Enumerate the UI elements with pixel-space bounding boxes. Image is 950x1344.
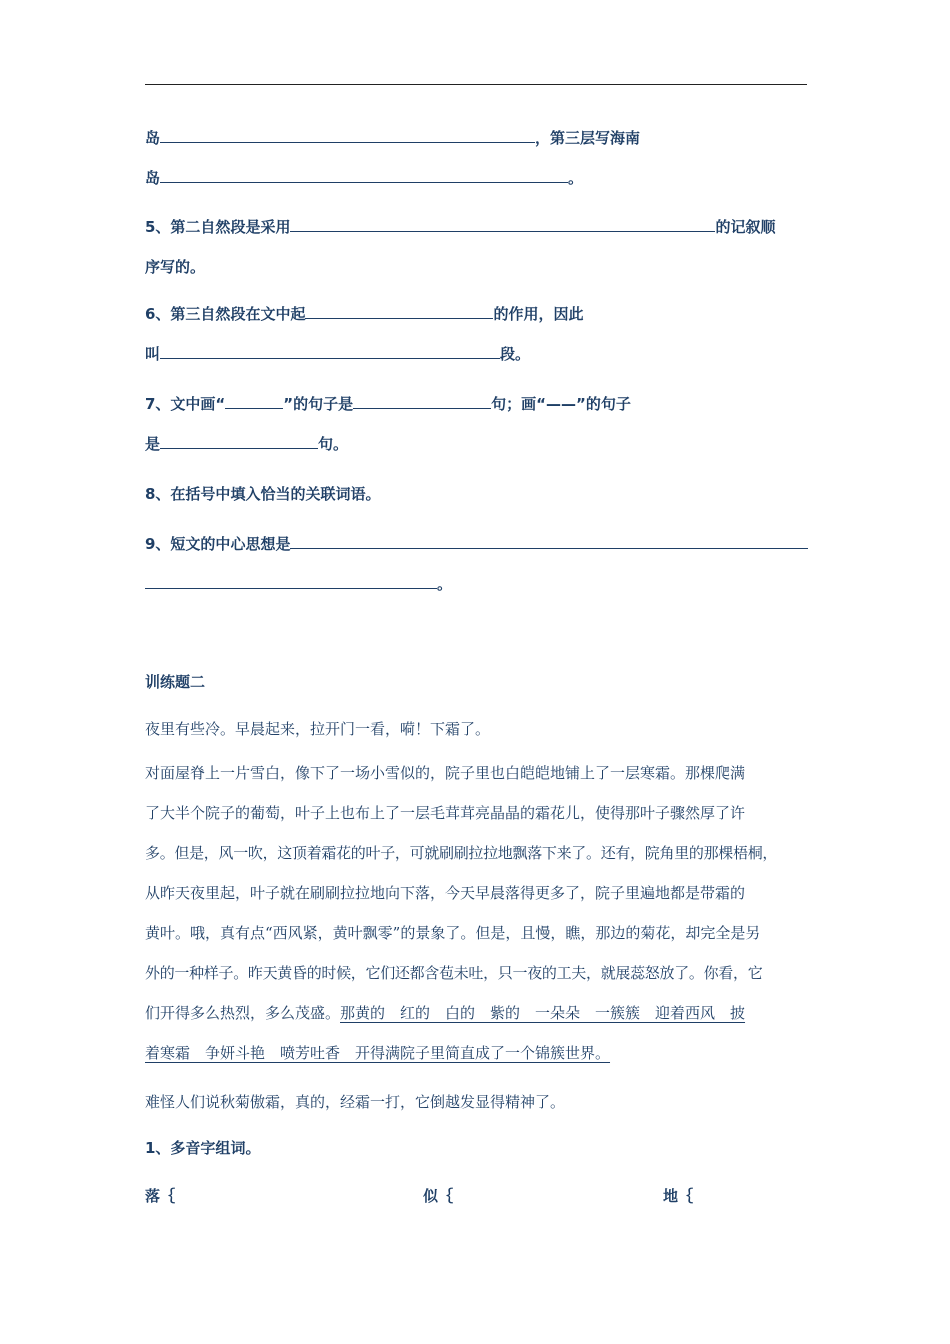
passage-line: 黄叶。哦，真有点“西风紧，黄叶飘零”的景象了。但是，且慢，瞧，那边的菊花，却完全是另 xyxy=(145,924,761,942)
q4-blank-2[interactable] xyxy=(160,168,568,183)
q9-line1 xyxy=(145,534,808,554)
q6-blank-1[interactable] xyxy=(305,304,493,319)
q4-line1 xyxy=(145,128,640,148)
q5-line1 xyxy=(145,217,775,237)
passage-paragraph-3: 难怪人们说秋菊傲霜，真的，经霜一打，它倒越发显得精神了。 xyxy=(145,1093,566,1111)
q6-suffix: 的作用，因此 xyxy=(493,305,584,323)
q7-mid2: 句；画“——”的句子 xyxy=(491,395,631,413)
q9-line2-suffix: 。 xyxy=(437,575,453,593)
q8: 8、在括号中填入恰当的关联词语。 xyxy=(145,485,381,503)
passage-line-7-plain: 们开得多么热烈，多么茂盛。 xyxy=(145,1004,341,1022)
q4-line2 xyxy=(145,168,583,188)
q6-line2-prefix: 叫 xyxy=(145,345,161,363)
polyphone-di: 地｛ xyxy=(663,1187,694,1205)
passage-paragraph-1: 夜里有些冷。早晨起来，拉开门一看，嗬！下霜了。 xyxy=(145,720,491,738)
top-divider xyxy=(145,84,807,85)
underlined-sentence-part2: 着寒霜 争妍斗艳 喷芳吐香 开得满院子里简直成了一个锦簇世界。 xyxy=(145,1044,611,1062)
passage-line: 了大半个院子的葡萄，叶子上也布上了一层毛茸茸亮晶晶的霜花儿，使得那叶子骤然厚了许 xyxy=(145,804,746,822)
q6-line2-suffix: 段。 xyxy=(500,345,531,363)
q5-prefix: 5、第二自然段是采用 xyxy=(145,218,291,236)
passage-line: 对面屋脊上一片雪白，像下了一场小雪似的，院子里也白皑皑地铺上了一层寒霜。那棵爬满 xyxy=(145,764,746,782)
q6-prefix: 6、第三自然段在文中起 xyxy=(145,305,306,323)
polyphone-si: 似｛ xyxy=(423,1187,454,1205)
underlined-sentence-part1: 那黄的 红的 白的 紫的 一朵朵 一簇簇 迎着西风 披 xyxy=(340,1004,746,1022)
q5-suffix: 的记叙顺 xyxy=(715,218,776,236)
q7-line2-suffix: 句。 xyxy=(318,435,349,453)
passage-paragraph-2 xyxy=(145,753,813,1073)
q6-line2 xyxy=(145,344,530,364)
q6-blank-2[interactable] xyxy=(160,344,500,359)
exercise2-q1: 1、多音字组词。 xyxy=(145,1139,261,1157)
q7-mid1: ”的句子是 xyxy=(283,395,354,413)
q5-line2: 序写的。 xyxy=(145,258,206,276)
q4-line1-suffix: ，第三层写海南 xyxy=(535,129,641,147)
q7-marker-blank xyxy=(225,394,283,409)
exercise-title: 训练题二 xyxy=(145,673,206,691)
q7-line1 xyxy=(145,394,631,414)
q7-blank-2[interactable] xyxy=(160,434,318,449)
q9-blank-2[interactable] xyxy=(145,574,437,589)
q9-prefix: 9、短文的中心思想是 xyxy=(145,535,291,553)
q5-blank[interactable] xyxy=(290,217,715,232)
passage-line: 从昨天夜里起，叶子就在刷刷拉拉地向下落，今天早晨落得更多了，院子里遍地都是带霜的 xyxy=(145,884,746,902)
passage-line: 多。但是，风一吹，这顶着霜花的叶子，可就刷刷拉拉地飘落下来了。还有，院角里的那棵梧桐， xyxy=(145,844,778,862)
polyphone-luo: 落｛ xyxy=(145,1187,176,1205)
q7-line2 xyxy=(145,434,348,454)
q7-line2-prefix: 是 xyxy=(145,435,161,453)
q7-blank-1[interactable] xyxy=(353,394,491,409)
q9-line2 xyxy=(145,574,452,594)
q6-line1 xyxy=(145,304,583,324)
q4-line2-prefix: 岛 xyxy=(145,169,161,187)
q4-blank-1[interactable] xyxy=(160,128,535,143)
q4-line1-prefix: 岛 xyxy=(145,129,161,147)
q7-prefix: 7、文中画“ xyxy=(145,395,226,413)
passage-line-8 xyxy=(145,1033,813,1073)
passage-line-7 xyxy=(145,993,813,1033)
q9-blank-1[interactable] xyxy=(290,534,808,549)
passage-line: 外的一种样子。昨天黄昏的时候，它们还都含苞未吐，只一夜的工夫，就展蕊怒放了。你看，它 xyxy=(145,964,763,982)
q4-line2-suffix: 。 xyxy=(568,169,584,187)
